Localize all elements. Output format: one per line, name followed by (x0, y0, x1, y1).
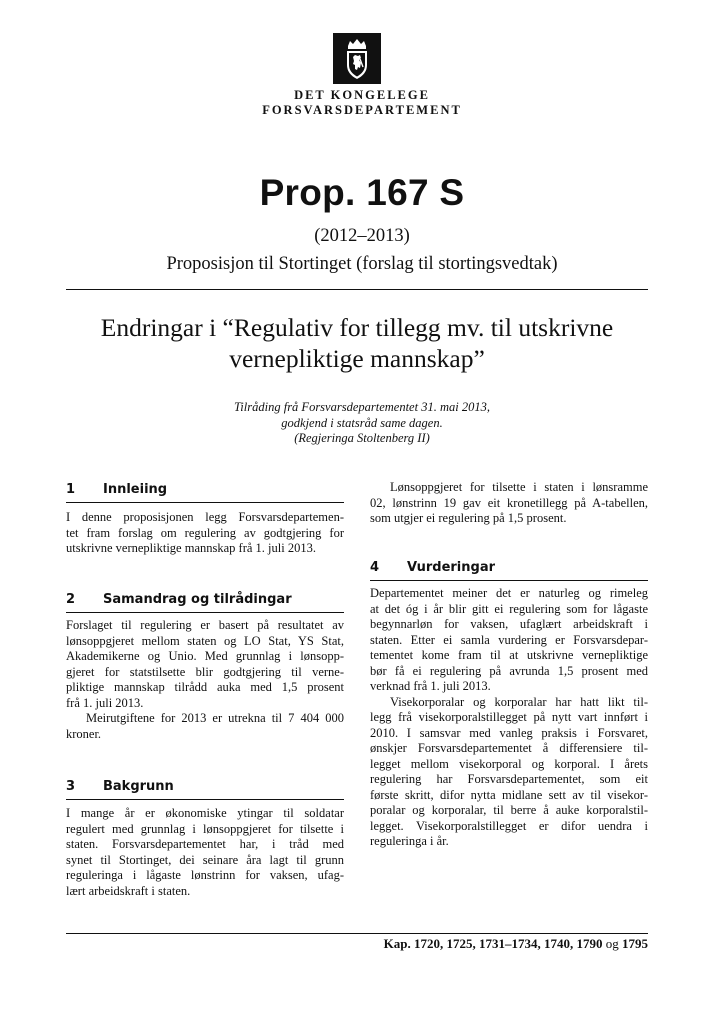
proposition-subtitle: Proposisjon til Stortinget (forslag til stortingsvedtak) (166, 254, 558, 274)
proposition-title: Prop. 167 S (259, 172, 465, 213)
section-1-body (66, 510, 344, 557)
chapter-list: Kap. 1720, 1725, 1731–1734, 1740, 1790 (383, 936, 603, 951)
body-line: Akademikerne og Unio. Med grunnlag i lønsopp- (66, 649, 344, 663)
section-4-title: Vurderingar (407, 560, 495, 575)
body-line: legget. Visekorporalstillegget er difor uendra i (370, 818, 648, 833)
document-title-line1: Endringar i “Regulativ for tillegg mv. til utskrivne (100, 313, 614, 342)
section-1-number: 1 (66, 482, 76, 497)
body-line: legg frå visekorporalstillegget på nytt vart innført i (370, 710, 648, 724)
body-line: legget mellom visekorporal og korporal. I årets (370, 756, 648, 771)
body-line: tet fram forslag om regulering av godtgjering for (66, 525, 344, 540)
section-2-number: 2 (66, 592, 76, 607)
body-line: Departementet meiner det er naturleg og rimeleg (370, 586, 648, 600)
body-line: poralar og korporalar, til berre å auke korporalstil- (370, 803, 648, 817)
section-4-rule (370, 580, 648, 581)
coat-of-arms-icon (333, 33, 381, 84)
body-line: bør få ei regulering på avrunda 1,5 prosent med (370, 663, 648, 678)
body-line: staten. Etter ei samla vurdering er Forsvarsdepar- (370, 632, 648, 647)
approval-line2: godkjend i statsråd same dagen. (281, 415, 443, 430)
body-line: reguleringa i lågaste lønstrinn for vaksen, ufag- (66, 868, 344, 882)
body-line: lært arbeidskraft i staten. (66, 883, 191, 898)
body-line: frå 1. juli 2013. (66, 695, 144, 710)
body-line: utskrivne vernepliktige mannskap frå 1. juli 2013. (66, 541, 316, 555)
body-line: I mange år er økonomiske ytingar til soldatar (66, 806, 344, 820)
body-line: Meirutgiftene for 2013 er utrekna til 7 404 000 (86, 711, 344, 725)
body-line: synet til Stortinget, dei seinare åra lagt til grunn (66, 852, 344, 867)
body-line: kroner. (66, 726, 102, 741)
chapter-last: 1795 (622, 936, 648, 951)
section-1-rule (66, 502, 344, 503)
body-line: verknad frå 1. juli 2013. (370, 679, 491, 693)
section-3-rule (66, 799, 344, 800)
section-1-title: Innleiing (103, 482, 168, 497)
section-4-number: 4 (370, 560, 380, 575)
document-title (66, 312, 648, 374)
approval-line3: (Regjeringa Stoltenberg II) (294, 431, 430, 445)
proposition-years: (2012–2013) (314, 226, 410, 246)
body-line: gjeret for statstilsette blir godtgjering til verne- (66, 664, 344, 679)
body-line: reguleringa i år. (370, 834, 449, 848)
section-3-continuation (370, 480, 648, 527)
chapter-conjunction: og (605, 936, 619, 951)
body-line: Forslaget til regulering er basert på resultatet av (66, 618, 344, 632)
body-line: staten. Forsvarsdepartementet har, i tråd med (66, 837, 344, 851)
department-name-line1: DET KONGELEGE (294, 88, 430, 102)
approval-statement (0, 400, 724, 447)
body-line: regulering har Forsvarsdepartementet, som eit (370, 772, 648, 786)
body-line: 2010. I samsvar med vanleg praksis i Forsvaret, (370, 725, 648, 740)
document-title-line2: vernepliktige mannskap” (229, 344, 485, 373)
body-line: 02, lønstrinn 19 gav eit kronetillegg på A-tabellen, (370, 495, 648, 510)
bottom-divider (66, 933, 648, 934)
body-line: pliktige mannskap tilrådd auka med 1,5 prosent (66, 680, 344, 694)
section-3-body (66, 806, 344, 899)
body-line: lønsoppgjeret mellom staten og LO Stat, YS Stat, (66, 633, 344, 648)
body-line: Lønsoppgjeret for tilsette i staten i lønsramme (390, 480, 648, 494)
section-3-number: 3 (66, 779, 76, 794)
department-name-line2: FORSVARSDEPARTEMENT (262, 103, 462, 117)
section-2-rule (66, 612, 344, 613)
body-line: begynnarløn for vaksen, ufaglært arbeidskraft i (370, 617, 648, 631)
body-line: I denne proposisjonen legg Forsvarsdepartemen- (66, 510, 344, 524)
section-3-title: Bakgrunn (103, 779, 174, 794)
body-line: Visekorporalar og korporalar har hatt likt til- (390, 694, 648, 709)
section-2-body (66, 618, 344, 742)
chapter-reference (384, 936, 648, 952)
body-line: at det óg i år blir gitt ei regulering som for lågaste (370, 601, 648, 616)
section-4-body (370, 586, 648, 850)
approval-line1: Tilråding frå Forsvarsdepartementet 31. mai 2013, (234, 400, 490, 414)
body-line: regulert med grunnlag i lønsoppgjeret for tilsette i (66, 821, 344, 836)
body-line: første skritt, difor nytta midlane sett av til visekor- (370, 787, 648, 802)
body-line: tementet kome fram til at utskrivne vernepliktige (370, 648, 648, 662)
top-divider (66, 289, 648, 290)
body-line: som utgjer ei regulering på 1,5 prosent. (370, 511, 567, 525)
section-2-title: Samandrag og tilrådingar (103, 592, 292, 607)
body-line: ønskjer Forsvarsdepartementet å differensiere til- (370, 741, 648, 755)
